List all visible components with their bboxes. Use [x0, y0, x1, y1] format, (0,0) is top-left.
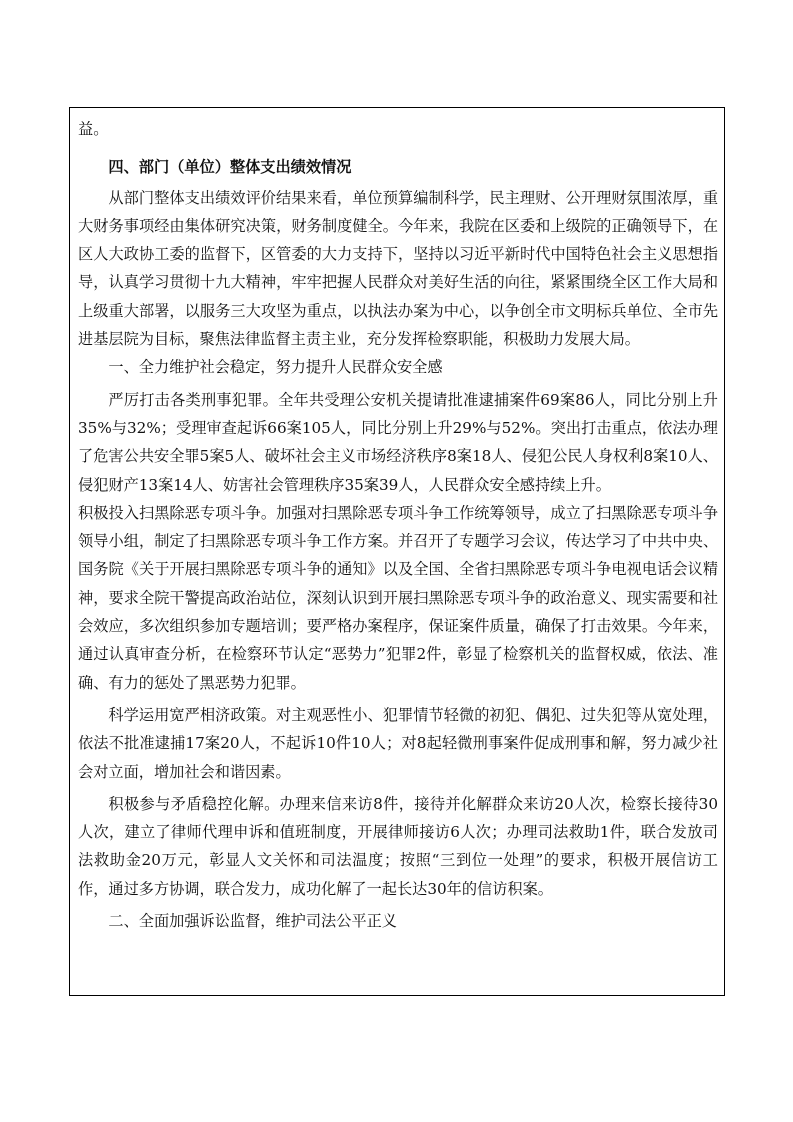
- subsection-title-1: 一、全力维护社会稳定，努力提升人民群众安全感: [108, 358, 443, 377]
- document-body: [78, 115, 718, 935]
- overview-paragraph: 从部门整体支出绩效评价结果来看，单位预算编制科学，民主理财、公开理财氛围浓厚，重大财务事项经由集体研究决策，财务制度健全。今年来，我院在区委和上级院的正确领导下，在区人大政协工委的监督下，区管委的大力支持下，坚持以习近平新时代中国特色社会主义思想指导，认真学习贯彻十九大精神，牢牢把握人民群众对美好生活的向往，紧紧围绕全区工作大局和上级重大部署，以服务三大攻坚为重点，以执法办案为中心，以争创全市文明标兵单位、全市先进基层院为目标，聚焦法律监督主责主业，充分发挥检察职能，积极助力发展大局。: [78, 188, 718, 349]
- lead-fragment: 益。: [78, 120, 109, 138]
- crime-paragraph: 严厉打击各类刑事犯罪。全年共受理公安机关提请批准逮捕案件69案86人，同比分别上升35%与32%；受理审查起诉66案105人，同比分别上升29%与52%。突出打击重点，依法办理了危害公共安全罪5案5人、破坏社会主义市场经济秩序8案18人、侵犯公民人身权利8案10人、侵犯财产13案14人、妨害社会管理秩序35案39人，人民群众安全感持续上升。: [78, 390, 718, 494]
- policy-paragraph: 科学运用宽严相济政策。对主观恶性小、犯罪情节轻微的初犯、偶犯、过失犯等从宽处理，依法不批准逮捕17案20人，不起诉10件10人；对8起轻微刑事案件促成刑事和解，努力减少社会对立面，增加社会和谐因素。: [78, 705, 718, 781]
- conflict-paragraph: 积极参与矛盾稳控化解。办理来信来访8件，接待并化解群众来访20人次，检察长接待30人次，建立了律师代理申诉和值班制度，开展律师接访6人次；办理司法救助1件，联合发放司法救助金20万元，彰显人文关怀和司法温度；按照“三到位一处理”的要求，积极开展信访工作，通过多方协调，联合发力，成功化解了一起长达30年的信访积案。: [78, 794, 718, 898]
- section-heading: 四、部门（单位）整体支出绩效情况: [108, 158, 352, 177]
- gang-paragraph: 积极投入扫黑除恶专项斗争。加强对扫黑除恶专项斗争工作统筹领导，成立了扫黑除恶专项斗争领导小组，制定了扫黑除恶专项斗争工作方案。并召开了专题学习会议，传达学习了中共中央、国务院《关于开展扫黑除恶专项斗争的通知》以及全国、全省扫黑除恶专项斗争电视电话会议精神，要求全院干警提高政治站位，深刻认识到开展扫黑除恶专项斗争的政治意义、现实需要和社会效应，多次组织参加专题培训；要严格办案程序，保证案件质量，确保了打击效果。今年来，通过认真审查分析，在检察环节认定“恶势力”犯罪2件，彰显了检察机关的监督权威，依法、准确、有力的惩处了黑恶势力犯罪。: [78, 503, 718, 692]
- subsection-title-2: 二、全面加强诉讼监督，维护司法公平正义: [108, 912, 397, 931]
